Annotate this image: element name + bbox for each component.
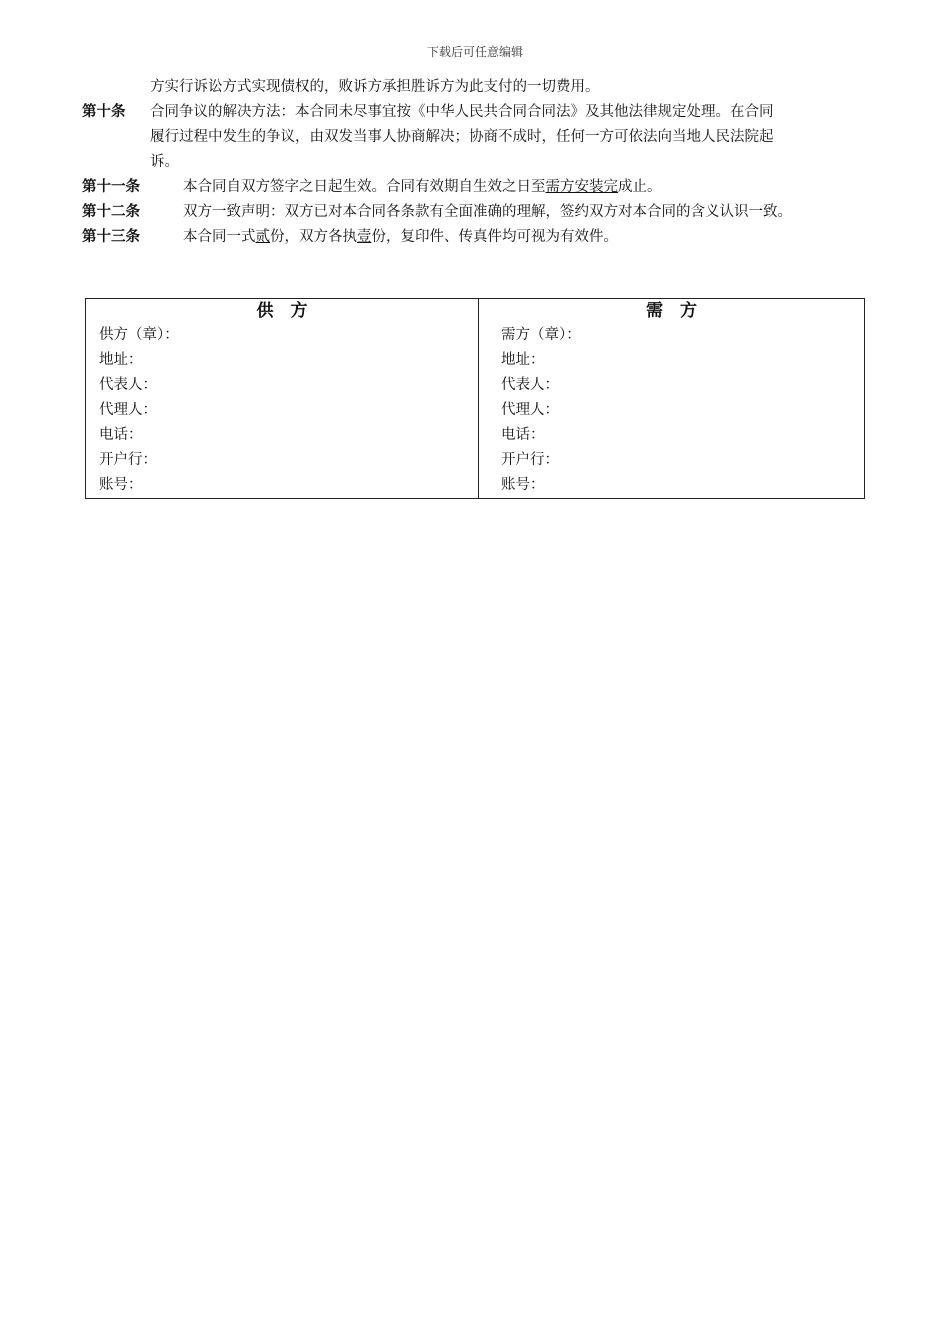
supplier-column — [86, 299, 479, 499]
buyer-title: 需 方 — [646, 301, 697, 321]
clause-9-tail: 方实行诉讼方式实现债权的，败诉方承担胜诉方为此支付的一切费用。 — [150, 79, 600, 95]
buyer-column — [479, 299, 865, 499]
supplier-agent-field: 代理人： — [99, 402, 157, 418]
clause-13-text — [183, 225, 618, 246]
clause-13-each: 壹 — [357, 229, 372, 245]
page-header: 下载后可任意编辑 — [426, 45, 523, 59]
clause-13-number: 第十三条 — [82, 229, 140, 245]
clause-12-text: 双方一致声明：双方已对本合同各条款有全面准确的理解，签约双方对本合同的含义认识一致。 — [183, 204, 792, 220]
clause-10-number: 第十条 — [82, 104, 126, 120]
supplier-title: 供 方 — [256, 301, 308, 321]
clause-11-number: 第十一条 — [82, 179, 140, 195]
supplier-representative-field: 代表人： — [99, 377, 157, 393]
clause-11-pre: 本合同自双方签字之日起生效。合同有效期自生效之日至 — [183, 179, 546, 195]
buyer-phone-field: 电话： — [501, 427, 545, 443]
clause-10-line-2: 履行过程中发生的争议，由双发当事人协商解决；协商不成时，任何一方可依法向当地人民法院起 — [150, 129, 774, 145]
clause-13-pre: 本合同一式 — [183, 229, 256, 245]
buyer-agent-field: 代理人： — [501, 402, 559, 418]
buyer-seal-field: 需方（章）： — [501, 327, 581, 343]
buyer-account-field: 账号： — [501, 477, 545, 493]
clause-10-line-1: 合同争议的解决方法：本合同未尽事宜按《中华人民共合同合同法》及其他法律规定处理。在合同 — [150, 104, 774, 120]
clause-10-line-3: 诉。 — [150, 154, 179, 170]
clause-12-number: 第十二条 — [82, 204, 140, 220]
supplier-address-field: 地址： — [99, 352, 143, 368]
supplier-seal-field: 供方（章）： — [99, 327, 179, 343]
clause-13-mid: 份，双方各执 — [270, 229, 357, 245]
buyer-bank-field: 开户行： — [501, 452, 559, 468]
clause-11-underlined: 需方安装完 — [545, 179, 618, 195]
clause-11-post: 成止。 — [618, 179, 662, 195]
clause-13-post: 份，复印件、传真件均可视为有效件。 — [371, 229, 618, 245]
clause-11-text — [183, 175, 662, 196]
supplier-phone-field: 电话： — [99, 427, 143, 443]
buyer-address-field: 地址： — [501, 352, 545, 368]
supplier-bank-field: 开户行： — [99, 452, 157, 468]
clause-13-copies: 贰 — [255, 229, 270, 245]
supplier-account-field: 账号： — [99, 477, 143, 493]
buyer-representative-field: 代表人： — [501, 377, 559, 393]
signature-table — [85, 298, 865, 499]
